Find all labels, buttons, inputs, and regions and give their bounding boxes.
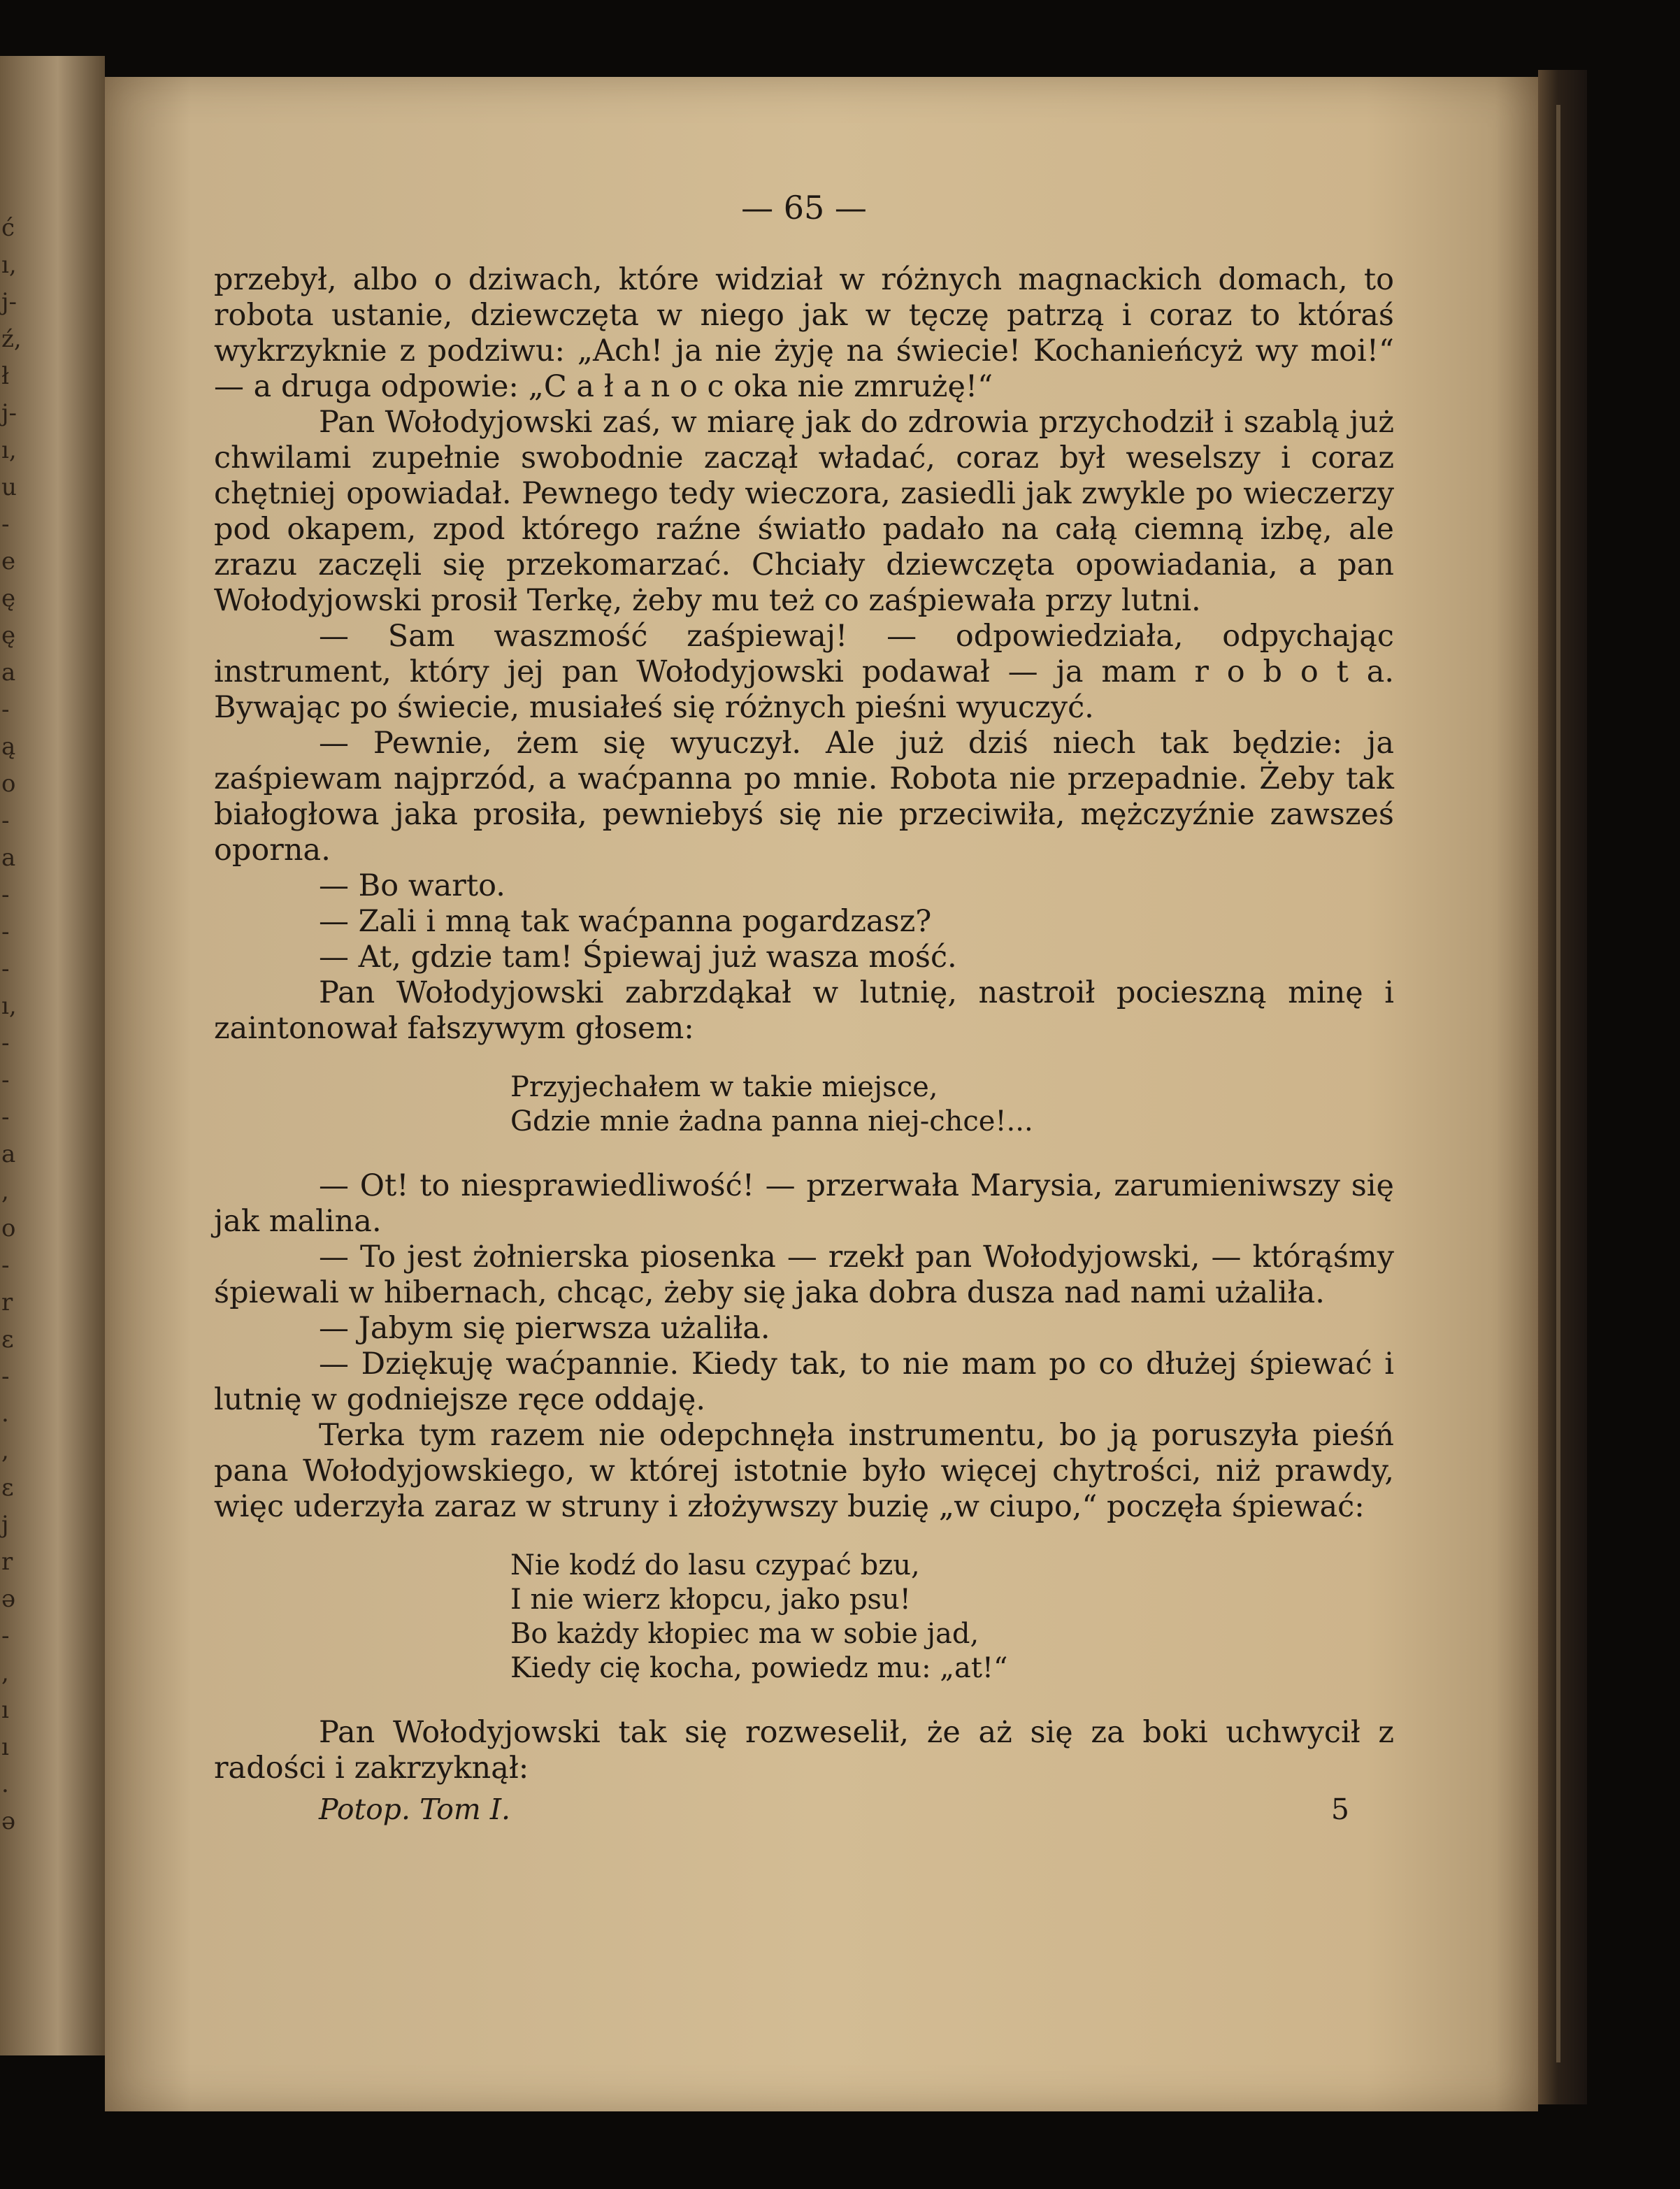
song-verse-1 — [510, 1070, 1394, 1139]
margin-fragment: ε — [1, 1474, 14, 1502]
paragraph: przebył, albo o dziwach, które widział w różnych magnackich domach, to robota ustanie, dziewczęta w niego jak w tęczę patrzą i coraz to któraś wykrzyknie z podziwu: „Ach! ja nie żyję na świecie! Kochanieńcyż wy moi!“ — a druga odpowie: „C a ł a n o c oka nie zmrużę!“ — [214, 262, 1394, 404]
page-footer — [214, 1792, 1394, 1828]
paragraph: — Jabym się pierwsza użaliła. — [319, 1311, 770, 1346]
margin-fragment: ą — [1, 733, 16, 761]
paragraph: — Zali i mną tak waćpanna pogardzasz? — [319, 904, 932, 939]
margin-fragment: ź, — [1, 325, 22, 353]
margin-fragment: o — [1, 1214, 16, 1242]
margin-fragment: . — [1, 1400, 9, 1428]
margin-fragment: ə — [1, 1585, 16, 1613]
margin-fragment: ı, — [1, 251, 17, 279]
margin-fragment: ć — [1, 214, 15, 242]
verse-line: Kiedy cię kocha, powiedz mu: „at!“ — [510, 1652, 1008, 1684]
margin-fragment: o — [1, 770, 16, 798]
margin-fragment: ı, — [1, 992, 17, 1020]
song-verse-2 — [510, 1549, 1394, 1686]
margin-fragment: ł — [1, 362, 10, 390]
margin-fragment: - — [1, 918, 10, 946]
margin-fragment: r — [1, 1548, 13, 1576]
paragraph-group-middle — [214, 1168, 1394, 1525]
verse-line: I nie wierz kłopcu, jako psu! — [510, 1584, 911, 1616]
margin-fragment: u — [1, 473, 17, 501]
paragraph-group-top — [214, 262, 1394, 1047]
printer-signature: Potop. Tom I. — [319, 1793, 511, 1826]
margin-fragment: , — [1, 1177, 9, 1205]
margin-fragment: - — [1, 1103, 10, 1131]
page-text-block — [214, 190, 1394, 1828]
margin-fragment: - — [1, 1251, 10, 1279]
page-edge-highlight — [1556, 105, 1560, 2062]
margin-fragment: . — [1, 1770, 9, 1798]
verse-line: Nie kodź do lasu czypać bzu, — [510, 1549, 920, 1581]
margin-fragment: , — [1, 1659, 9, 1687]
margin-fragment: ј- — [1, 288, 17, 316]
paragraph: — Pewnie, żem się wyuczył. Ale już dziś niech tak będzie: ja zaśpiewam najprzód, a waćpanna po mnie. Robota nie przepadnie. Żeby tak białogłowa jaka prosiła, pewniebyś się nie przeciwiła, mężczyźnie zawsześ oporna. — [214, 726, 1394, 868]
margin-fragment: a — [1, 1140, 16, 1168]
margin-fragment: ę — [1, 622, 16, 649]
margin-fragment: ı, — [1, 436, 17, 464]
sheet-number: 5 — [1330, 1793, 1349, 1826]
paragraph: — At, gdzie tam! Śpiewaj już wasza mość. — [319, 940, 957, 975]
margin-fragment: - — [1, 881, 10, 909]
margin-fragment: ə — [1, 1807, 16, 1835]
margin-fragment: - — [1, 1363, 10, 1391]
margin-fragment: a — [1, 844, 16, 872]
paragraph: — To jest żołnierska piosenka — rzekł pan Wołodyjowski, — którąśmy śpiewali w hibernach, chcąc, żeby się jaka dobra dusza nad nami użaliła. — [214, 1240, 1394, 1310]
margin-fragment: e — [1, 547, 16, 575]
margin-fragment: ј- — [1, 399, 17, 427]
margin-fragment: ę — [1, 584, 16, 612]
paragraph: — Dziękuję waćpannie. Kiedy tak, to nie mam po co dłużej śpiewać i lutnię w godniejsze ręce oddaję. — [214, 1347, 1394, 1417]
margin-fragment: r — [1, 1289, 13, 1316]
margin-fragment: ı — [1, 1733, 9, 1761]
margin-fragment: - — [1, 510, 10, 538]
margin-fragment: a — [1, 659, 16, 687]
verse-line: Przyjechałem w takie miejsce, — [510, 1071, 938, 1103]
paragraph: Pan Wołodyjowski zabrzdąkał w lutnię, nastroił pocieszną minę i zaintonował fałszywym głosem: — [214, 975, 1394, 1046]
margin-fragment: - — [1, 696, 10, 724]
margin-fragment: ı — [1, 1696, 9, 1724]
margin-fragment: - — [1, 807, 10, 835]
book-binding-edge — [1538, 70, 1587, 2104]
margin-fragment: j — [1, 1511, 9, 1539]
margin-fragment: , — [1, 1437, 9, 1465]
margin-fragment: - — [1, 1622, 10, 1650]
paragraph: — Bo warto. — [319, 868, 505, 903]
margin-fragment: - — [1, 955, 10, 983]
paragraph-group-bottom — [214, 1715, 1394, 1786]
margin-fragment: - — [1, 1066, 10, 1094]
paragraph: Pan Wołodyjowski tak się rozweselił, że aż się za boki uchwycił z radości i zakrzyknął: — [214, 1715, 1394, 1786]
left-page-margin-fragments — [1, 210, 22, 1840]
paragraph: — Ot! to niesprawiedliwość! — przerwała Marysia, zarumieniwszy się jak malina. — [214, 1168, 1394, 1239]
margin-fragment: ε — [1, 1326, 14, 1354]
paragraph: Pan Wołodyjowski zaś, w miarę jak do zdrowia przychodził i szablą już chwilami zupełnie swobodnie zaczął władać, coraz był weselszy i coraz chętniej opowiadał. Pewnego tedy wieczora, zasiedli jak zwykle po wieczerzy pod okapem, zpod którego raźne światło padało na całą ciemną izbę, ale zrazu zaczęli się przekomarzać. Chciały dziewczęta opowiadania, a pan Wołodyjowski prosił Terkę, żeby mu też co zaśpiewała przy lutni. — [214, 405, 1394, 618]
paragraph: Terka tym razem nie odepchnęła instrumentu, bo ją poruszyła pieśń pana Wołodyjowskiego, w której istotnie było więcej chytrości, niż prawdy, więc uderzyła zaraz w struny i złożywszy buzię „w ciupo,“ poczęła śpiewać: — [214, 1418, 1394, 1524]
paragraph: — Sam waszmość zaśpiewaj! — odpowiedziała, odpychając instrument, który jej pan Wołodyjowski podawał — ja mam r o b o t a. Bywając po świecie, musiałeś się różnych pieśni wyuczyć. — [214, 619, 1394, 725]
verse-line: Gdzie mnie żadna panna niej-chce!... — [510, 1105, 1033, 1137]
page-number: — 65 — — [741, 189, 867, 227]
verse-line: Bo każdy kłopiec ma w sobie jad, — [510, 1618, 979, 1650]
margin-fragment: - — [1, 1029, 10, 1057]
